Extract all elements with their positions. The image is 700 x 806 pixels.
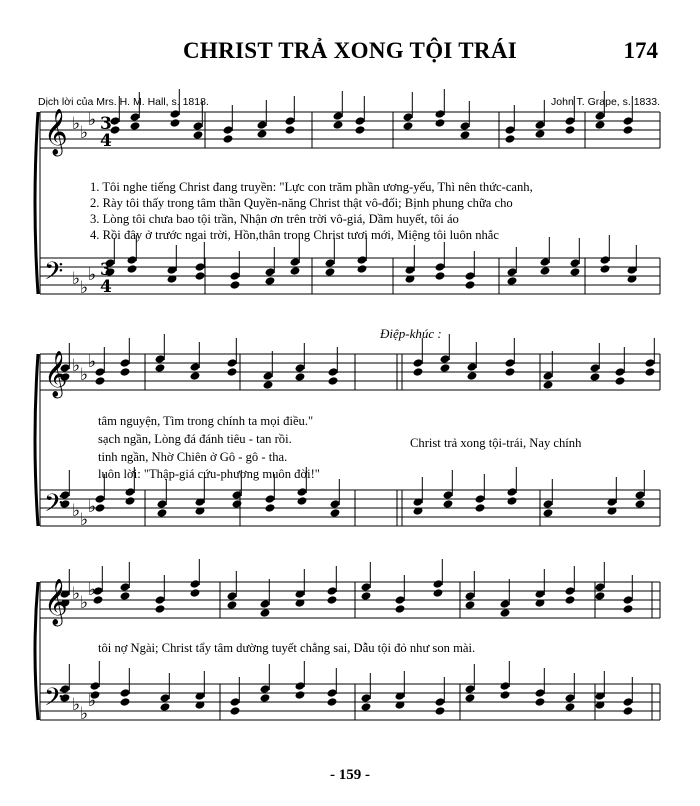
note-head [465, 693, 476, 703]
bass-clef-icon: 𝄢 [44, 257, 64, 292]
note-head [190, 371, 201, 381]
note-head [190, 588, 201, 598]
flat-icon: ♭ [72, 114, 81, 134]
note-head [195, 271, 206, 281]
note-head [155, 604, 166, 614]
note-head [127, 264, 138, 274]
note-head [95, 376, 106, 386]
note-head [535, 129, 546, 139]
time-signature-top: 3 [100, 260, 112, 280]
note-head [155, 363, 166, 373]
note-head [500, 608, 511, 618]
refrain-label: Điệp-khúc : [380, 326, 442, 341]
note-head [327, 697, 338, 707]
verse-3: 3. Lòng tôi chưa bao tội trần, Nhận ơn trên trời vô-giá, Dầm huyết, tôi áo [90, 212, 459, 226]
note-head [263, 380, 274, 390]
note-head [120, 697, 131, 707]
flat-icon: ♭ [88, 352, 97, 372]
note-head [170, 118, 181, 128]
note-head [615, 376, 626, 386]
note-head [413, 367, 424, 377]
time-signature-top: 3 [100, 114, 112, 134]
flat-icon: ♭ [88, 265, 97, 285]
note-head [120, 591, 131, 601]
note-head [590, 372, 601, 382]
system-brace [35, 112, 38, 294]
note-head [595, 591, 606, 601]
note-head [535, 697, 546, 707]
note-head [570, 267, 581, 277]
note-head [435, 706, 446, 716]
verse-4: 4. Rồi đây ở trước ngai trời, Hồn,thân trong Christ tươi mới, Miệng tôi luôn nhắc [90, 228, 499, 242]
note-head [565, 702, 576, 712]
note-head [232, 499, 243, 509]
note-head [357, 264, 368, 274]
note-head [465, 280, 476, 290]
note-head [440, 363, 451, 373]
time-signature-bottom: 4 [100, 131, 112, 151]
note-head [565, 125, 576, 135]
note-head [130, 121, 141, 131]
verse-1-ending: tâm nguyện, Tìm trong chính ta mọi điều." [98, 414, 314, 428]
treble-clef-icon: 𝄞 [44, 109, 68, 155]
note-head [157, 508, 168, 518]
note-head [333, 120, 344, 130]
refrain-line-1: Christ trả xong tội-trái, Nay chính [410, 436, 582, 450]
note-head [160, 702, 171, 712]
bass-clef-icon: 𝄢 [44, 683, 64, 718]
refrain-line-2: tôi nợ Ngài; Christ tẩy tâm dường tuyết chẳng sai, Dẫu tội đỏ như son mài. [98, 641, 476, 655]
note-head [285, 125, 296, 135]
note-head [327, 595, 338, 605]
note-head [325, 267, 336, 277]
note-head [645, 367, 656, 377]
treble-clef-icon: 𝄞 [44, 579, 68, 625]
flat-icon: ♭ [88, 691, 97, 711]
note-head [543, 508, 554, 518]
note-head [623, 706, 634, 716]
note-head [507, 496, 518, 506]
note-head [443, 499, 454, 509]
note-head [433, 588, 444, 598]
flat-icon: ♭ [72, 356, 81, 376]
note-head [227, 367, 238, 377]
note-head [403, 121, 414, 131]
flat-icon: ♭ [80, 510, 89, 530]
flat-icon: ♭ [88, 497, 97, 517]
translator-credit: Dịch lời của Mrs. H. M. Hall, s. 1818. [38, 96, 209, 108]
note-head [328, 376, 339, 386]
flat-icon: ♭ [72, 269, 81, 289]
flat-icon: ♭ [80, 593, 89, 613]
note-head [330, 508, 341, 518]
verse-2-ending: sạch ngần, Lòng đá đánh tiêu - tan rồi. [98, 432, 292, 446]
time-signature-bottom: 4 [100, 277, 112, 297]
note-head [95, 503, 106, 513]
note-head [623, 604, 634, 614]
note-head [265, 276, 276, 286]
flat-icon: ♭ [72, 584, 81, 604]
flat-icon: ♭ [72, 695, 81, 715]
treble-clef-icon: 𝄞 [44, 351, 68, 397]
page-number: - 159 - [330, 767, 370, 783]
note-head [290, 266, 301, 276]
note-head [600, 264, 611, 274]
note-head [505, 367, 516, 377]
verse-1: 1. Tôi nghe tiếng Christ đang truyền: "Lực con trăm phần ương-yếu, Thì nên thức-canh, [90, 180, 533, 194]
note-head [475, 503, 486, 513]
system-brace [35, 582, 38, 720]
note-head [460, 130, 471, 140]
flat-icon: ♭ [80, 365, 89, 385]
note-head [635, 499, 646, 509]
note-head [227, 600, 238, 610]
verse-3-ending: tinh ngần, Nhờ Chiên ở Gô - gô - tha. [98, 450, 288, 464]
flat-icon: ♭ [88, 110, 97, 130]
composer-credit: John T. Grape, s. 1833. [551, 96, 660, 108]
flat-icon: ♭ [80, 278, 89, 298]
note-head [230, 706, 241, 716]
note-head [260, 608, 271, 618]
note-head [395, 604, 406, 614]
flat-icon: ♭ [80, 704, 89, 724]
verse-4-ending: luôn lời: "Thập-giá cứu-phương muôn đời!" [98, 467, 320, 481]
note-head [223, 134, 234, 144]
note-head [543, 380, 554, 390]
note-head [595, 120, 606, 130]
note-head [465, 600, 476, 610]
note-head [467, 371, 478, 381]
note-head [120, 367, 131, 377]
note-head [507, 276, 518, 286]
note-head [540, 266, 551, 276]
note-head [295, 690, 306, 700]
note-head [193, 130, 204, 140]
hymn-number: 174 [623, 38, 658, 63]
flat-icon: ♭ [72, 501, 81, 521]
verse-2: 2. Rày tôi thấy trong tâm thần Quyền-năng Christ thật vô-đối; Bịnh phung chữa cho [90, 196, 513, 210]
flat-icon: ♭ [88, 580, 97, 600]
note-head [361, 702, 372, 712]
note-head [297, 496, 308, 506]
note-head [230, 280, 241, 290]
note-head [435, 271, 446, 281]
note-head [565, 595, 576, 605]
system-brace [35, 354, 38, 526]
note-head [295, 372, 306, 382]
note-head [505, 134, 516, 144]
note-head [125, 496, 136, 506]
bass-clef-icon: 𝄢 [44, 489, 64, 524]
note-head [361, 591, 372, 601]
note-head [265, 503, 276, 513]
note-head [257, 129, 268, 139]
note-head [260, 693, 271, 703]
note-head [623, 125, 634, 135]
flat-icon: ♭ [80, 123, 89, 143]
note-head [355, 125, 366, 135]
note-head [500, 690, 511, 700]
hymn-title: CHRIST TRẢ XONG TỘI TRÁI [183, 38, 517, 63]
note-head [435, 118, 446, 128]
